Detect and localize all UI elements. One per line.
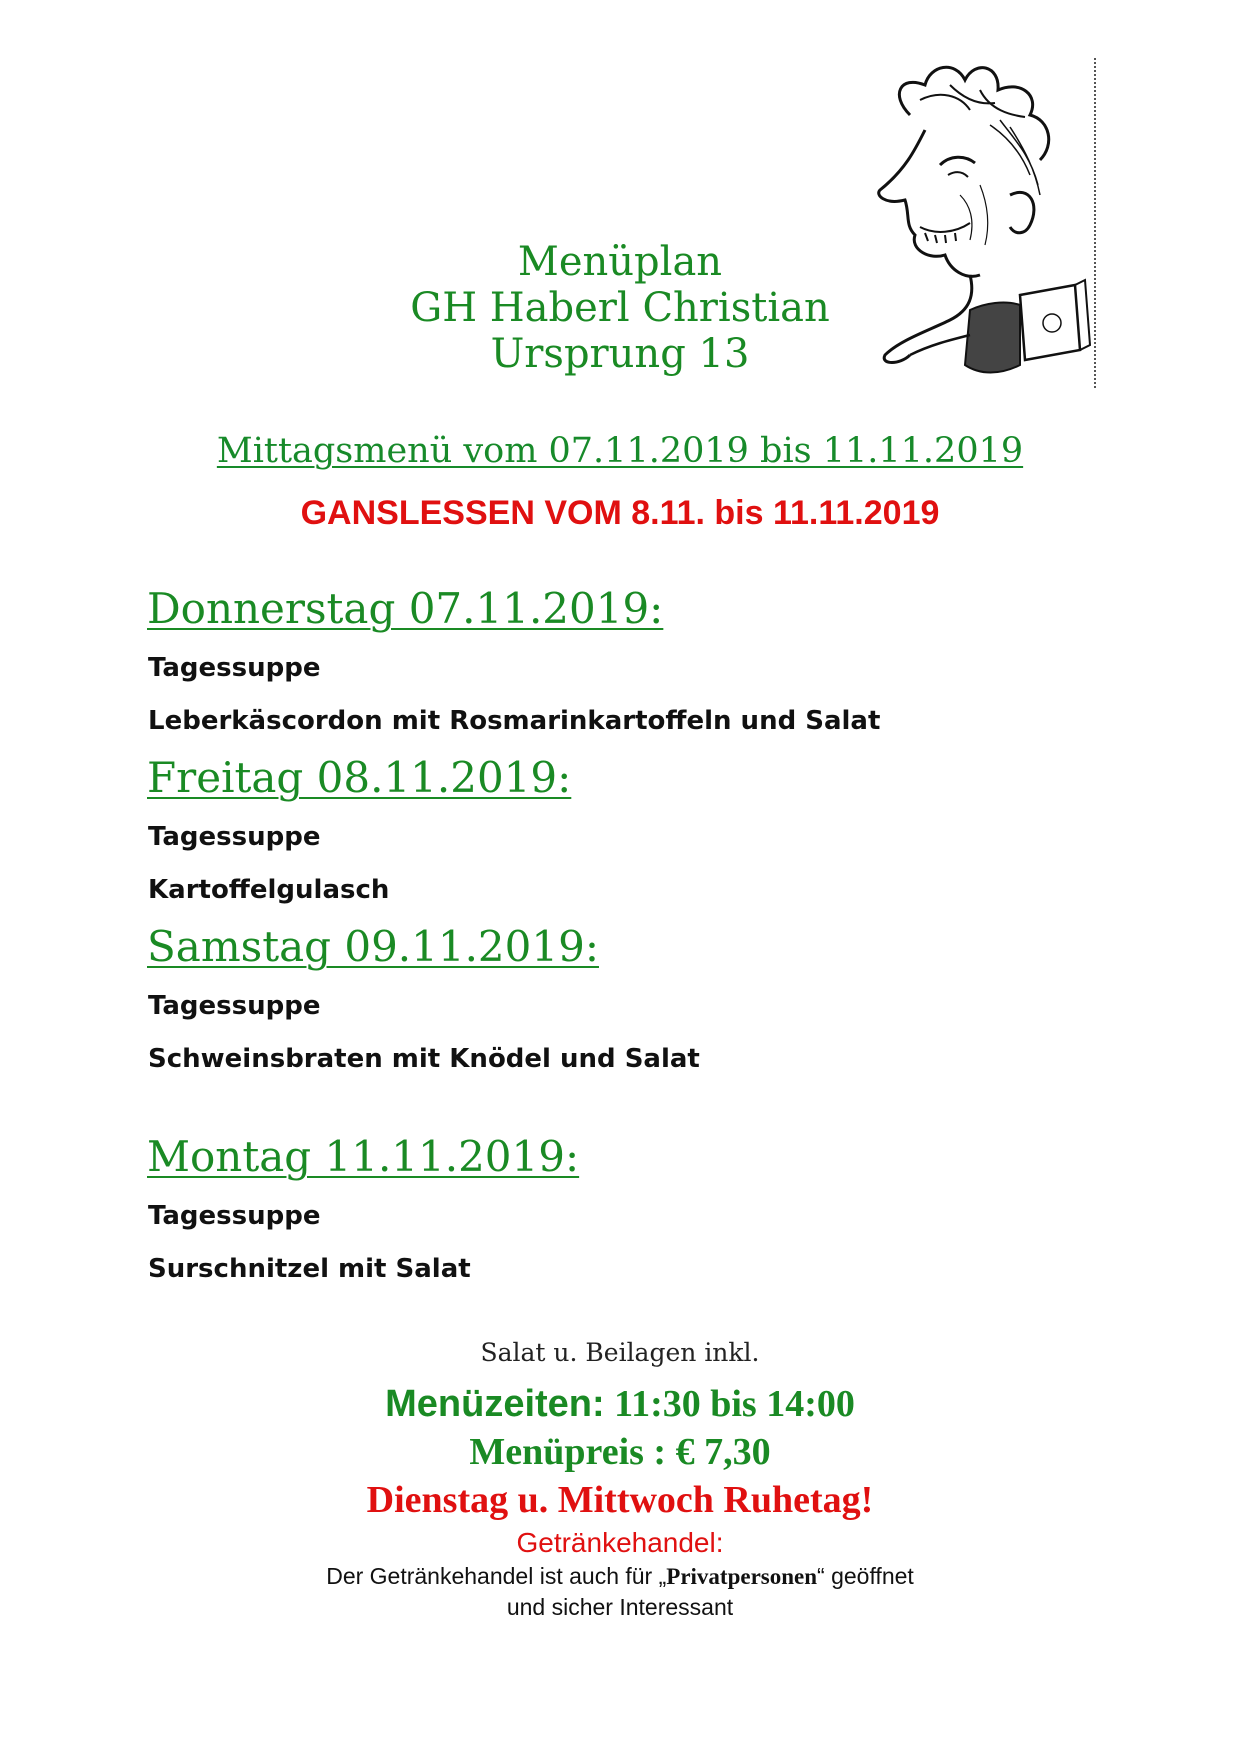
day-soup: Tagessuppe (148, 1201, 321, 1231)
day-heading-thursday: Donnerstag 07.11.2019: (147, 584, 664, 633)
sides-included-note: Salat u. Beilagen inkl. (480, 1338, 760, 1367)
beverage-text-part-2: “ geöffnet (817, 1563, 914, 1589)
menu-price: Menüpreis : € 7,30 (469, 1431, 771, 1473)
special-announcement: GANSLESSEN VOM 8.11. bis 11.11.2019 (300, 494, 940, 532)
menu-times-value: 11:30 bis 14:00 (614, 1383, 855, 1425)
restaurant-name: GH Haberl Christian (410, 285, 830, 331)
rest-days-notice: Dienstag u. Mittwoch Ruhetag! (366, 1479, 874, 1521)
day-main-dish: Kartoffelgulasch (148, 875, 390, 905)
beverage-shop-title: Getränkehandel: (516, 1527, 724, 1558)
beverage-text-bold: Privatpersonen (666, 1564, 818, 1589)
day-main-dish: Surschnitzel mit Salat (148, 1254, 471, 1284)
day-heading-friday: Freitag 08.11.2019: (147, 753, 572, 802)
menu-times-label: Menüzeiten: (385, 1383, 605, 1425)
day-heading-saturday: Samstag 09.11.2019: (147, 922, 599, 971)
day-heading-monday: Montag 11.11.2019: (147, 1132, 580, 1181)
menu-title: Menüplan (517, 239, 723, 285)
beverage-shop-text-line-2: und sicher Interessant (506, 1594, 734, 1620)
beverage-shop-text (0, 1563, 1240, 1590)
menu-period-subtitle: Mittagsmenü vom 07.11.2019 bis 11.11.2019 (216, 431, 1024, 471)
menu-times (0, 1382, 1240, 1426)
day-soup: Tagessuppe (148, 653, 321, 683)
day-soup: Tagessuppe (148, 822, 321, 852)
day-soup: Tagessuppe (148, 991, 321, 1021)
beverage-text-part-1: Der Getränkehandel ist auch für „ (326, 1563, 667, 1589)
restaurant-address: Ursprung 13 (490, 331, 750, 377)
day-main-dish: Schweinsbraten mit Knödel und Salat (148, 1044, 700, 1074)
day-main-dish: Leberkäscordon mit Rosmarinkartoffeln und Salat (148, 706, 881, 736)
